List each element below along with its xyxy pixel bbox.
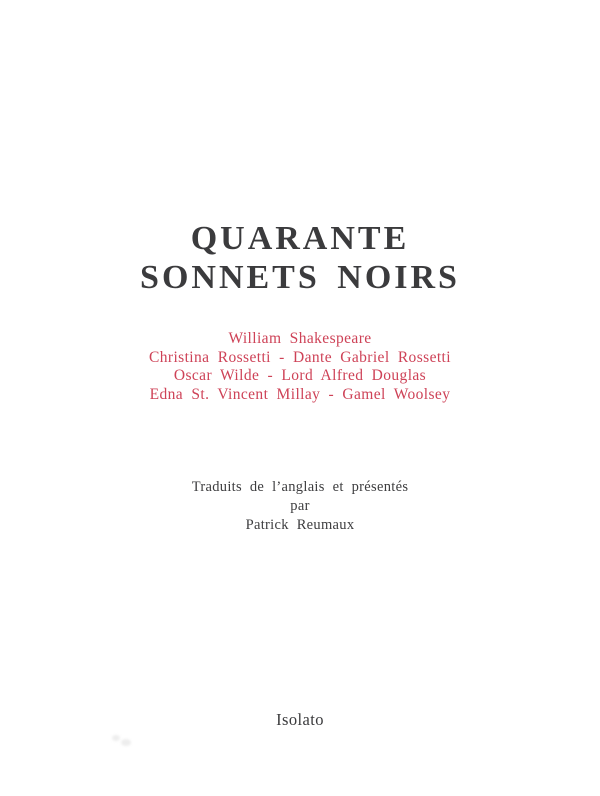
translation-note — [0, 478, 600, 535]
book-title — [0, 219, 600, 297]
author-line-wilde-douglas: Oscar Wilde - Lord Alfred Douglas — [173, 367, 427, 384]
translator-name: Patrick Reumaux — [245, 517, 355, 533]
translation-note-line-2: par — [290, 498, 310, 514]
scan-artifact-smudge — [121, 739, 131, 746]
author-line-shakespeare: William Shakespeare — [228, 330, 372, 347]
authors-list — [0, 330, 600, 404]
book-title-line-1: QUARANTE — [190, 220, 410, 257]
book-title-line-2: SONNETS NOIRS — [140, 259, 460, 296]
translation-note-line-1: Traduits de l’anglais et présentés — [191, 479, 409, 495]
author-line-rossetti: Christina Rossetti - Dante Gabriel Rossetti — [149, 348, 451, 366]
author-line-millay-woolsey: Edna St. Vincent Millay - Gamel Woolsey — [149, 385, 451, 403]
scan-artifact-smudge — [112, 735, 120, 741]
publisher-imprint: Isolato — [276, 710, 324, 729]
